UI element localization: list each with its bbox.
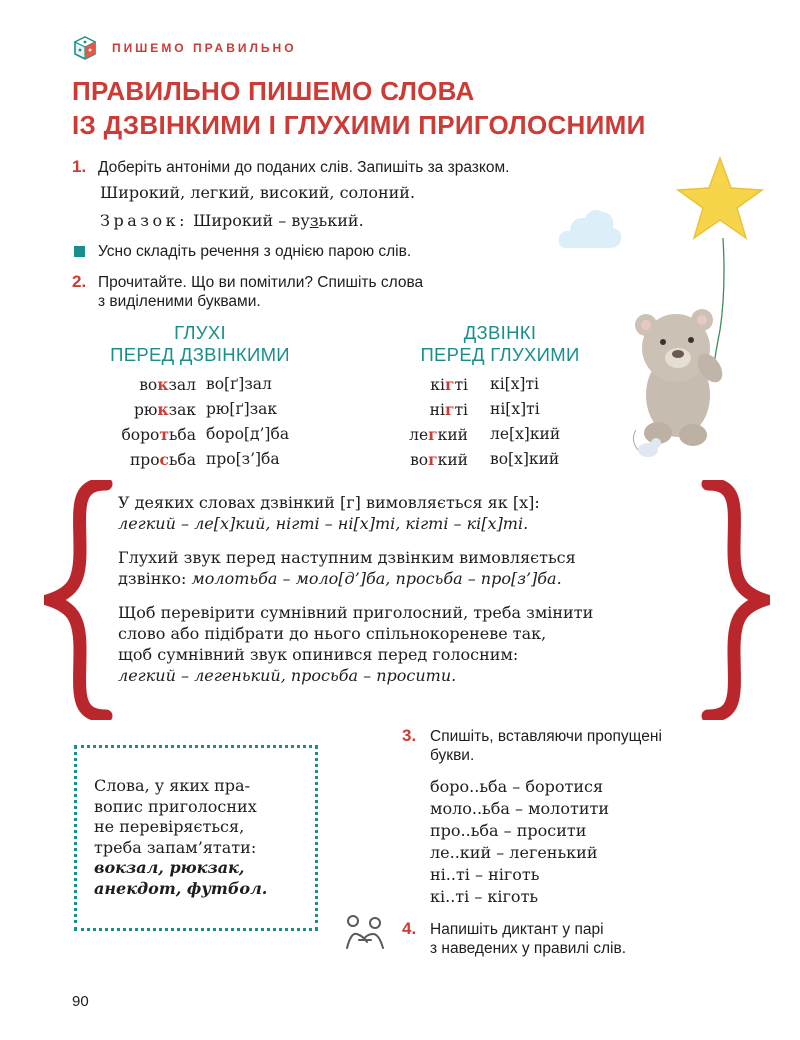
word-part: про: [129, 451, 160, 469]
highlighted-letter: г: [428, 425, 438, 444]
transcription: боро[д’]ба: [206, 425, 290, 443]
exercise-line: кі..ті – кіготь: [430, 887, 539, 906]
sample-text-before: Широкий – ву: [193, 211, 310, 230]
transcription: во[х]кий: [490, 450, 560, 468]
exercise-line: моло..ьба – молотити: [430, 799, 610, 818]
task-1-words: Широкий, легкий, високий, солоний.: [100, 183, 416, 202]
word: [139, 372, 196, 398]
word: [130, 447, 196, 473]
word-part: ті: [454, 376, 468, 394]
word-part: боро: [121, 426, 160, 444]
page-title-line-2: ІЗ ДЗВІНКИМИ І ГЛУХИМИ ПРИГОЛОСНИМИ: [72, 110, 646, 140]
transcription: рю[ґ]зак: [206, 400, 278, 418]
word-part: ьба: [168, 426, 196, 444]
pair-work-icon: [343, 912, 387, 952]
word-part: зал: [168, 376, 196, 394]
word-row: [300, 397, 700, 422]
page-title-line-1: ПРАВИЛЬНО ПИШЕМО СЛОВА: [72, 76, 475, 106]
rule-p3-line-3: щоб сумнівний звук опинився перед голосним:: [118, 645, 519, 664]
word-part: ьба: [168, 451, 196, 469]
task-4-instruction-line-1: Напишіть диктант у парі: [430, 921, 604, 938]
rule-p1-examples: легкий – ле[х]кий, нігті – ні[х]ті, кігті – кі[х]ті.: [118, 514, 529, 533]
word: [410, 447, 468, 473]
task-4-instruction-line-2: з наведених у правилі слів.: [430, 940, 627, 957]
highlighted-letter: к: [157, 400, 169, 419]
word-part: кі: [430, 376, 445, 394]
task-1-number: 1.: [72, 157, 87, 176]
transcription: ні[х]ті: [490, 400, 540, 418]
note-line-5: вокзал, рюкзак,: [94, 858, 245, 877]
word-part: во: [410, 451, 429, 469]
word-row: [300, 372, 700, 397]
word-part: кий: [437, 451, 468, 469]
word: [409, 422, 468, 448]
word: [121, 422, 196, 448]
word-part: ті: [454, 401, 468, 419]
task-1-bullet-text: Усно складіть речення з однією парою слів.: [98, 243, 412, 260]
word-part: кий: [437, 426, 468, 444]
note-line-2: вопис приголосних: [94, 796, 257, 816]
column-1-heading-line-2: ПЕРЕД ДЗВІНКИМИ: [110, 344, 290, 365]
bullet-square-icon: [74, 246, 85, 257]
page-number: 90: [72, 993, 89, 1010]
task-2-instruction-line-1: Прочитайте. Що ви помітили? Спишіть слова: [98, 274, 424, 291]
exercise-line: ні..ті – ніготь: [430, 865, 540, 884]
transcription: во[ґ]зал: [206, 375, 272, 393]
word-row: [300, 422, 700, 447]
note-line-6: анекдот, футбол.: [94, 878, 268, 898]
left-curly-brace-icon: [44, 480, 114, 720]
word: [430, 372, 468, 398]
rule-p1-text: У деяких словах дзвінкий [г] вимовляється як [х]:: [118, 493, 540, 512]
column-2-heading-line-2: ПЕРЕД ГЛУХИМИ: [420, 344, 580, 365]
note-line-4: треба запам’ятати:: [94, 837, 257, 857]
task-4-number: 4.: [402, 919, 417, 938]
word-part: зак: [168, 401, 196, 419]
word-part: ні: [429, 401, 445, 419]
highlighted-letter: к: [157, 375, 169, 394]
highlighted-letter: г: [428, 450, 438, 469]
exercise-line: ле..кий – легенький: [430, 843, 598, 862]
transcription: про[з’]ба: [206, 450, 280, 468]
task-3-instruction-line-1: Спишіть, вставляючи пропущені: [430, 728, 662, 745]
rule-p3-examples: легкий – легенький, просьба – просити.: [118, 666, 457, 685]
task-1-instruction: Доберіть антоніми до поданих слів. Запишіть за зразком.: [98, 159, 510, 176]
note-line-3: не перевіряється,: [94, 817, 245, 836]
highlighted-letter: г: [444, 400, 455, 419]
transcription: ле[х]кий: [490, 425, 561, 443]
highlighted-letter: г: [444, 375, 455, 394]
note-line-1: Слова, у яких пра-: [94, 776, 250, 795]
transcription: кі[х]ті: [490, 375, 540, 393]
sample-underlined-letter: з: [309, 211, 319, 230]
rule-box: [118, 492, 718, 699]
task-3-instruction-line-2: букви.: [430, 747, 475, 764]
word-part: во: [139, 376, 158, 394]
rule-p3-line-1: Щоб перевірити сумнівний приголосний, треба змінити: [118, 603, 594, 622]
highlighted-letter: с: [159, 450, 169, 469]
column-1-heading-line-1: ГЛУХІ: [174, 322, 226, 343]
task-2-number: 2.: [72, 272, 87, 291]
word: [134, 397, 196, 423]
column-2-heading: [375, 322, 625, 366]
rule-p2-line-2-start: дзвінко:: [118, 569, 187, 588]
highlighted-letter: т: [159, 425, 169, 444]
word-part: ле: [409, 426, 429, 444]
task-3-number: 3.: [402, 726, 417, 745]
rule-p2-line-1: Глухий звук перед наступним дзвінким вимовляється: [118, 548, 576, 567]
word: [430, 397, 468, 423]
column-2-heading-line-1: ДЗВІНКІ: [463, 322, 537, 343]
task-3-exercise-list: [430, 776, 609, 908]
note-text: [94, 776, 314, 899]
dice-icon: [72, 35, 98, 61]
task-2-instruction-line-2: з виділеними буквами.: [98, 293, 261, 310]
word-part: рю: [133, 401, 158, 419]
sample-label: Зразок:: [100, 211, 188, 230]
sample-text-after: ький.: [318, 211, 364, 230]
exercise-line: боро..ьба – боротися: [430, 777, 604, 796]
rule-p3-line-2: слово або підібрати до нього спільнокореневе так,: [118, 624, 547, 643]
exercise-line: про..ьба – просити: [430, 821, 587, 840]
word-row: [300, 447, 700, 472]
rule-p2-examples: молотьба – моло[д’]ба, просьба – про[з’]ба.: [191, 569, 562, 588]
column-2-word-list: [300, 372, 700, 472]
task-1-sample: [100, 211, 364, 230]
cloud-icon: [555, 200, 625, 260]
section-label: ПИШЕМО ПРАВИЛЬНО: [112, 41, 297, 55]
column-1-heading: [80, 322, 320, 366]
